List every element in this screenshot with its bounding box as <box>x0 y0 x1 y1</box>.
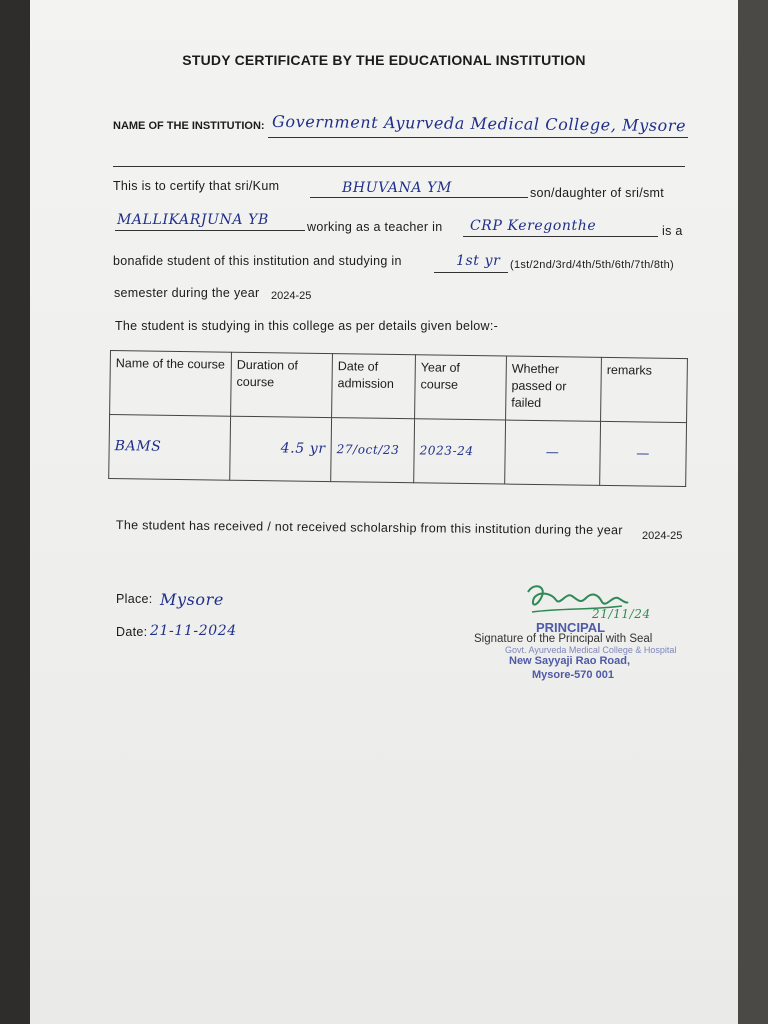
school-line <box>463 236 658 237</box>
year-options: (1st/2nd/3rd/4th/5th/6th/7th/8th) <box>510 259 675 271</box>
stamp-line1: Govt. Ayurveda Medical College & Hospital <box>505 645 677 655</box>
sign-date: 21/11/24 <box>592 607 651 621</box>
table-cell: 27/oct/23 <box>331 418 415 483</box>
academic-year: 2024-25 <box>271 290 312 302</box>
place-value: Mysore <box>160 590 224 609</box>
table-cell: 2023-24 <box>414 419 506 484</box>
table-row <box>109 415 687 487</box>
year-studying: 1st yr <box>456 253 501 269</box>
year-studying-line <box>434 272 508 273</box>
stamp-line3: Mysore-570 001 <box>532 669 614 681</box>
details-intro: The student is studying in this college as per details given below:- <box>115 319 499 333</box>
table-header: Duration of course <box>231 352 333 417</box>
certificate-paper <box>30 0 738 1024</box>
scholarship-year: 2024-25 <box>642 530 683 542</box>
background-left <box>0 0 30 1024</box>
institution-label: NAME OF THE INSTITUTION: <box>113 120 265 132</box>
course-details-table <box>108 350 688 487</box>
background-right <box>736 0 768 1024</box>
table-header-row <box>110 351 688 423</box>
student-name-line <box>310 197 528 198</box>
certify-line2-suffix: is a <box>662 224 683 238</box>
certificate-title: STUDY CERTIFICATE BY THE EDUCATIONAL INSTITUTION <box>182 52 586 68</box>
table-header: Year of course <box>415 355 507 420</box>
school-name: CRP Keregonthe <box>470 218 597 234</box>
scholarship-text: The student has received / not received scholarship from this institution during the year <box>115 518 623 538</box>
stamp-line2: New Sayyaji Rao Road, <box>509 655 631 667</box>
table-header: Name of the course <box>110 351 232 417</box>
institution-underline <box>268 137 688 138</box>
institution-value: Government Ayurveda Medical College, Mysore <box>271 111 687 136</box>
date-value: 21-11-2024 <box>150 623 237 639</box>
date-label: Date: <box>116 625 148 639</box>
certify-line3-prefix: bonafide student of this institution and studying in <box>113 254 402 268</box>
certify-line1-suffix: son/daughter of sri/smt <box>530 186 665 200</box>
institution-underline-2 <box>113 166 685 167</box>
student-name: BHUVANA YM <box>342 180 452 196</box>
certify-line1-prefix: This is to certify that sri/Kum <box>113 179 280 193</box>
table-cell: 4.5 yr <box>230 416 332 481</box>
table-header: remarks <box>601 357 688 422</box>
certify-line4-prefix: semester during the year <box>114 286 260 300</box>
table-header: Date of admission <box>332 354 416 419</box>
table-header: Whether passed or failed <box>506 356 602 421</box>
parent-name-line <box>115 230 305 231</box>
stamp-title: PRINCIPAL <box>536 620 606 635</box>
parent-name: MALLIKARJUNA YB <box>117 212 269 228</box>
certify-line2-middle: working as a teacher in <box>307 220 443 234</box>
table-cell: — <box>505 420 601 485</box>
table-cell: BAMS <box>109 415 231 481</box>
signature-caption: Signature of the Principal with Seal <box>474 633 653 645</box>
table-cell: — <box>600 421 687 486</box>
place-label: Place: <box>116 592 153 606</box>
